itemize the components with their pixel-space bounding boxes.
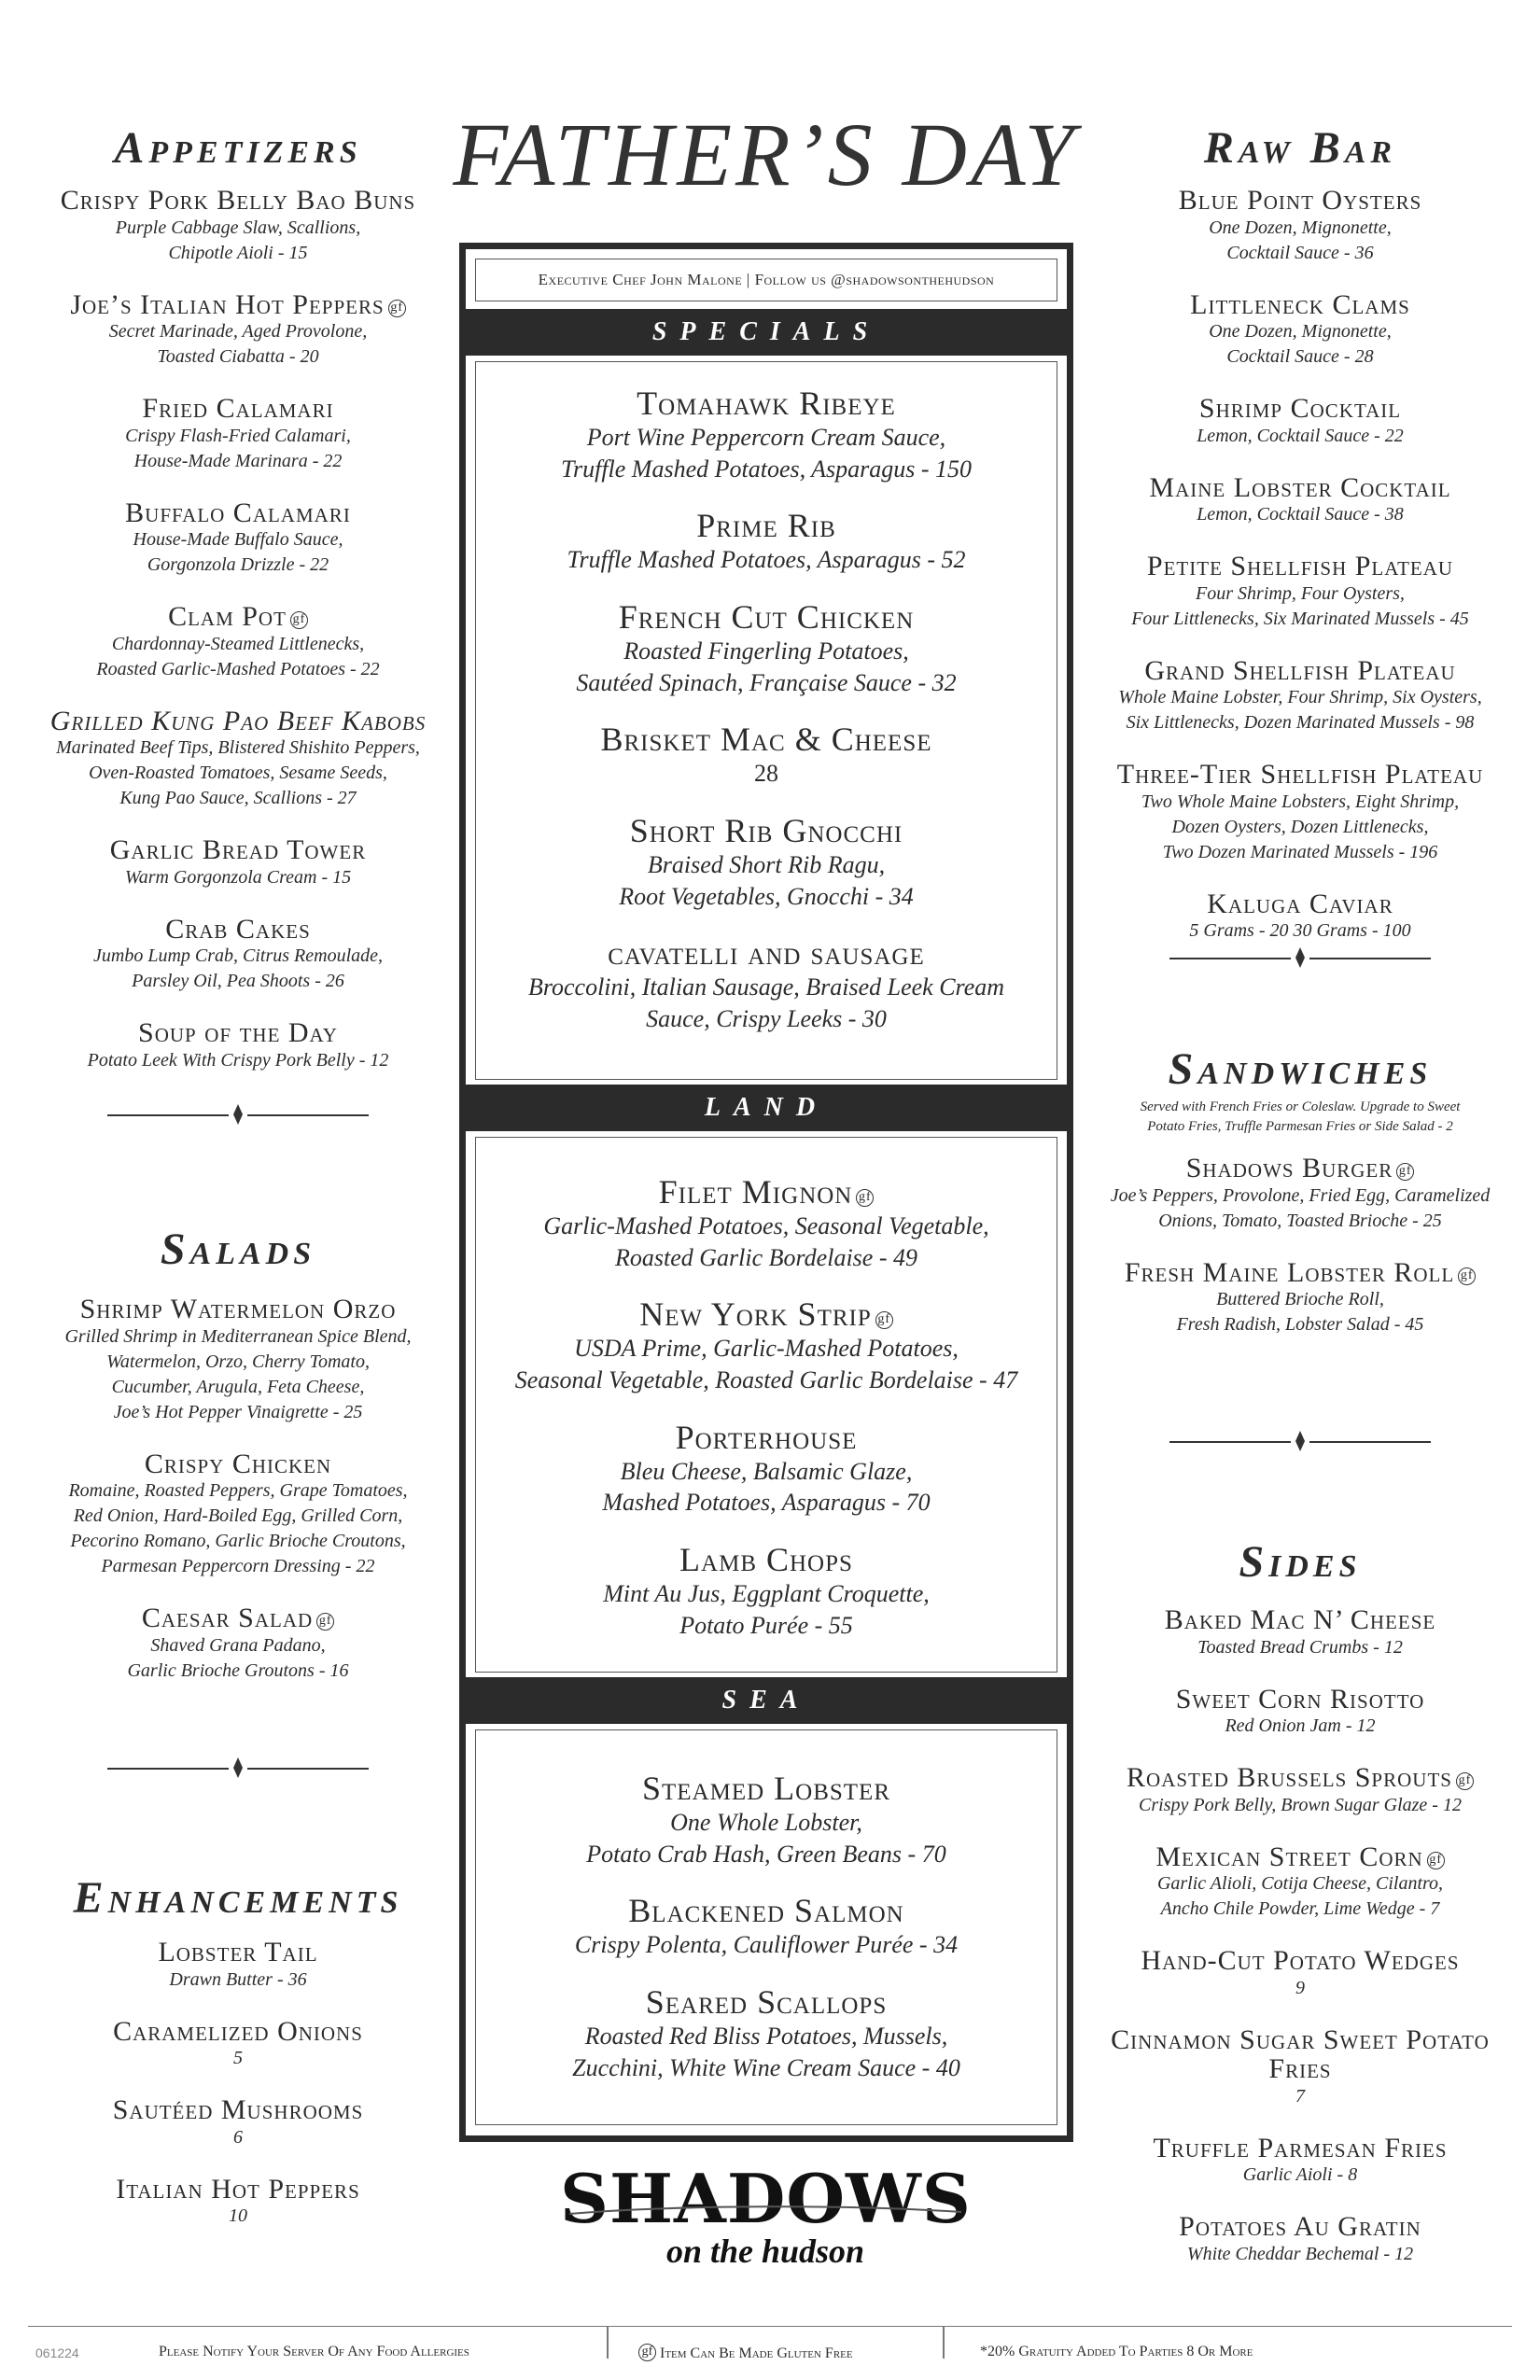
- swoosh-icon: [569, 2203, 961, 2219]
- raw-bar-list: [1090, 186, 1510, 944]
- menu-item-description: Roasted Red Bliss Potatoes, Mussels,: [584, 2022, 948, 2050]
- sea-panel: [475, 1729, 1057, 2125]
- raw-bar-section: [1090, 123, 1510, 968]
- logo-main-text: SHADOWS: [560, 2159, 972, 2238]
- menu-item-description: Ancho Chile Powder, Lime Wedge - 7: [1160, 1898, 1440, 1919]
- menu-item-name-text: Shadows Burger: [1185, 1153, 1393, 1183]
- shadows-logo: [560, 2159, 972, 2270]
- menu-item: [1090, 1763, 1510, 1818]
- menu-item: [1090, 1842, 1510, 1923]
- menu-item: [28, 602, 448, 682]
- menu-item-description: Broccolini, Italian Sausage, Braised Leek Cream: [527, 973, 1005, 1001]
- menu-item-description: Toasted Bread Crumbs - 12: [1197, 1636, 1403, 1658]
- menu-item-name: [476, 1418, 1057, 1456]
- right-divider-1: [1169, 945, 1431, 973]
- enhancements-section: [28, 1873, 448, 2253]
- menu-item: [1090, 473, 1510, 528]
- menu-item-description: Crispy Flash-Fried Calamari,: [125, 425, 351, 446]
- menu-item-name: [28, 2175, 448, 2205]
- menu-item-name-text: Prime Rib: [696, 507, 836, 545]
- menu-item-name: [1090, 186, 1510, 216]
- menu-item-name: [1090, 889, 1510, 919]
- menu-item-description: Roasted Garlic-Mashed Potatoes - 22: [96, 658, 380, 679]
- menu-item-description: Six Littlenecks, Dozen Marinated Mussels - 98: [1126, 712, 1475, 733]
- allergy-notice: Please Notify Your Server Of Any Food Allergies: [159, 2344, 469, 2359]
- menu-item: [476, 811, 1057, 912]
- left-divider-1: [107, 1101, 369, 1129]
- menu-item-description: Romaine, Roasted Peppers, Grape Tomatoes,: [68, 1480, 408, 1501]
- menu-item: [1090, 2134, 1510, 2189]
- menu-item: [28, 835, 448, 890]
- menu-item-name: [1090, 1763, 1510, 1793]
- menu-item-name: [1090, 2025, 1510, 2084]
- sandwiches-note-line: Served with French Fries or Coleslaw. Upgrade to Sweet: [1140, 1099, 1461, 1114]
- right-divider-2: [1169, 1428, 1431, 1456]
- menu-item-name: [28, 1938, 448, 1967]
- menu-item-name: [1090, 2134, 1510, 2163]
- enhancements-list: [28, 1938, 448, 2229]
- menu-item-name: [1090, 1258, 1510, 1288]
- gluten-free-icon: gf: [388, 300, 406, 317]
- menu-item: [28, 1295, 448, 1425]
- menu-item-name: [28, 1449, 448, 1479]
- menu-item-name: [28, 915, 448, 945]
- menu-item-name-text: Garlic Bread Tower: [109, 834, 367, 865]
- menu-item: [28, 394, 448, 474]
- menu-item-name: [28, 394, 448, 424]
- menu-item-description: Gorgonzola Drizzle - 22: [147, 554, 329, 575]
- menu-item-description: 7: [1295, 2085, 1305, 2107]
- left-column: [28, 123, 448, 1098]
- menu-item-description: Four Shrimp, Four Oysters,: [1196, 582, 1405, 604]
- menu-item-name: [1090, 760, 1510, 790]
- sandwiches-list: [1090, 1154, 1510, 1337]
- menu-item-description: Red Onion, Hard-Boiled Egg, Grilled Corn,: [73, 1505, 403, 1526]
- menu-item-description: Bleu Cheese, Balsamic Glaze,: [620, 1457, 913, 1485]
- menu-item-name: [476, 509, 1057, 544]
- menu-item: [28, 1449, 448, 1580]
- menu-item: [476, 1894, 1057, 1961]
- menu-item-description: White Cheddar Bechemal - 12: [1186, 2243, 1414, 2264]
- chef-line: Executive Chef John Malone | Follow us @shadowsonthehudson: [475, 259, 1057, 301]
- appetizers-heading: Appetizers: [114, 123, 362, 173]
- menu-item-name-text: Shrimp Watermelon Orzo: [79, 1294, 397, 1324]
- menu-item-name-text: Italian Hot Peppers: [116, 2173, 360, 2205]
- menu-item-description: Pecorino Romano, Garlic Brioche Croutons,: [70, 1531, 406, 1551]
- menu-item: [28, 1938, 448, 1993]
- land-band: LAND: [466, 1085, 1067, 1131]
- menu-item-name: [28, 1018, 448, 1048]
- menu-item-description: 28: [754, 760, 778, 788]
- menu-item-description: Whole Maine Lobster, Four Shrimp, Six Oysters,: [1118, 687, 1482, 707]
- menu-item-description: Potato Purée - 55: [679, 1611, 853, 1639]
- gluten-free-icon: gf: [1396, 1163, 1414, 1181]
- menu-item: [1090, 1605, 1510, 1660]
- menu-item-name: [28, 1603, 448, 1633]
- gluten-free-notice: [635, 2344, 853, 2362]
- menu-item-name-text: Roasted Brussels Sprouts: [1127, 1762, 1452, 1793]
- menu-item: [28, 915, 448, 995]
- menu-item-description: Roasted Fingerling Potatoes,: [623, 637, 909, 665]
- sea-band: SEA: [466, 1677, 1067, 1724]
- menu-item: [28, 707, 448, 812]
- sides-heading: Sides: [1239, 1537, 1362, 1587]
- menu-item: [476, 722, 1057, 790]
- menu-item-description: Drawn Butter - 36: [169, 1968, 307, 1990]
- sides-section: [1090, 1537, 1510, 2291]
- menu-item-description: Sautéed Spinach, Française Sauce - 32: [576, 668, 957, 696]
- menu-item-description: Cocktail Sauce - 36: [1226, 242, 1374, 263]
- specials-panel: [475, 361, 1057, 1080]
- menu-item-description: Truffle Mashed Potatoes, Asparagus - 52: [567, 546, 966, 574]
- menu-item-description: Joe’s Peppers, Provolone, Fried Egg, Caramelized: [1110, 1184, 1491, 1206]
- center-board: [459, 243, 1073, 2142]
- menu-item-name: [476, 1982, 1057, 2021]
- menu-item-description: Joe’s Hot Pepper Vinaigrette - 25: [113, 1401, 363, 1422]
- menu-item-name: [476, 597, 1057, 636]
- menu-item-name: [1090, 656, 1510, 686]
- menu-item: [476, 1543, 1057, 1641]
- menu-item-name-text: Truffle Parmesan Fries: [1153, 2132, 1448, 2163]
- gluten-free-text: Item Can Be Made Gluten Free: [660, 2345, 853, 2361]
- menu-item: [476, 597, 1057, 698]
- menu-item-description: Dozen Oysters, Dozen Littlenecks,: [1171, 816, 1429, 837]
- footer: [28, 2326, 1512, 2364]
- menu-item-name-text: Crispy Pork Belly Bao Buns: [60, 185, 416, 216]
- menu-item-description: One Whole Lobster,: [670, 1808, 862, 1836]
- menu-item: [476, 1771, 1057, 1869]
- menu-item: [476, 936, 1057, 1034]
- menu-item-description: Parsley Oil, Pea Shoots - 26: [132, 971, 344, 991]
- land-panel: [475, 1137, 1057, 1673]
- gluten-free-icon: gf: [290, 611, 308, 629]
- menu-item: [28, 1018, 448, 1073]
- menu-item-description: Lemon, Cocktail Sauce - 22: [1197, 425, 1404, 446]
- menu-item-name: [476, 936, 1057, 972]
- gluten-free-icon: gf: [638, 2344, 656, 2361]
- menu-item-name: [476, 1297, 1057, 1333]
- menu-item-name: [476, 1894, 1057, 1929]
- menu-item: [1090, 656, 1510, 736]
- menu-item: [28, 2095, 448, 2150]
- menu-item-name-text: Sweet Corn Risotto: [1175, 1683, 1425, 1715]
- menu-item-description: Sauce, Crispy Leeks - 30: [646, 1004, 887, 1032]
- menu-item-name: [1090, 473, 1510, 503]
- sea-list: [476, 1771, 1057, 2083]
- menu-item-name: [1090, 2212, 1510, 2242]
- menu-item-description: Secret Marinade, Aged Provolone,: [108, 321, 368, 342]
- menu-item-name-text: New York Strip: [639, 1295, 872, 1334]
- page-title: FATHER’S DAY: [453, 105, 1078, 204]
- menu-item-description: Cucumber, Arugula, Feta Cheese,: [111, 1376, 365, 1397]
- menu-item-description: Potato Leek With Crispy Pork Belly - 12: [87, 1049, 389, 1071]
- menu-item-name: [28, 835, 448, 865]
- menu-code: 061224: [35, 2345, 79, 2360]
- menu-item-name-text: Crab Cakes: [165, 913, 311, 945]
- appetizers-list: [28, 186, 448, 1073]
- menu-item-description: Purple Cabbage Slaw, Scallions,: [115, 217, 361, 238]
- menu-item-name-text: Buffalo Calamari: [125, 497, 351, 528]
- menu-item: [1090, 2025, 1510, 2109]
- menu-item-description: Garlic-Mashed Potatoes, Seasonal Vegetable,: [543, 1211, 989, 1239]
- menu-item: [1090, 186, 1510, 266]
- sandwiches-note: [1090, 1098, 1510, 1137]
- menu-item-description: Four Littlenecks, Six Marinated Mussels - 45: [1131, 608, 1469, 629]
- menu-item-name: [1090, 1946, 1510, 1976]
- menu-item: [476, 1175, 1057, 1273]
- sandwiches-section: [1090, 1044, 1510, 1362]
- menu-item-description: Potato Crab Hash, Green Beans - 70: [586, 1840, 946, 1868]
- menu-item: [28, 2017, 448, 2072]
- menu-item-description: Marinated Beef Tips, Blistered Shishito Peppers,: [56, 737, 420, 758]
- gluten-free-icon: gf: [316, 1613, 334, 1631]
- menu-item-description: Two Dozen Marinated Mussels - 196: [1162, 841, 1438, 862]
- menu-item: [1090, 394, 1510, 449]
- land-list: [476, 1175, 1057, 1642]
- menu-item-name-text: Caesar Salad: [141, 1603, 314, 1633]
- menu-item-name: [28, 2017, 448, 2047]
- menu-item-description: Chipotle Aioli - 15: [168, 242, 308, 263]
- menu-item-description: Mashed Potatoes, Asparagus - 70: [602, 1489, 931, 1517]
- menu-item: [476, 1418, 1057, 1519]
- menu-item-name: [28, 290, 448, 320]
- menu-item-description: 9: [1295, 1977, 1305, 1998]
- menu-item-description: Crispy Pork Belly, Brown Sugar Glaze - 12: [1139, 1794, 1462, 1815]
- specials-band: SPECIALS: [466, 309, 1067, 356]
- menu-item-name-text: Maine Lobster Cocktail: [1149, 471, 1451, 503]
- menu-item-name: [476, 1175, 1057, 1211]
- menu-item-name-text: Joe’s Italian Hot Peppers: [70, 288, 385, 320]
- menu-item-description: Zucchini, White Wine Cream Sauce - 40: [572, 2053, 960, 2081]
- menu-item: [1090, 760, 1510, 865]
- menu-item-name-text: Short Rib Gnocchi: [629, 811, 903, 849]
- sides-list: [1090, 1605, 1510, 2267]
- gluten-free-icon: gf: [875, 1311, 893, 1329]
- menu-item-description: 6: [233, 2126, 243, 2148]
- salads-heading: Salads: [160, 1225, 316, 1274]
- menu-item-description: 10: [229, 2205, 247, 2226]
- menu-item-description: Warm Gorgonzola Cream - 15: [124, 866, 352, 888]
- menu-item-name-text: Grilled Kung Pao Beef Kabobs: [49, 705, 427, 736]
- menu-item-name-text: Grand Shellfish Plateau: [1144, 654, 1456, 686]
- menu-item-name: [1090, 1685, 1510, 1715]
- menu-item-name-text: Three-Tier Shellfish Plateau: [1116, 759, 1484, 790]
- menu-item-description: USDA Prime, Garlic-Mashed Potatoes,: [574, 1335, 959, 1363]
- menu-item-name-text: Brisket Mac & Cheese: [600, 721, 932, 759]
- menu-item-description: Root Vegetables, Gnocchi - 34: [619, 882, 914, 910]
- enhancements-heading: Enhancements: [73, 1873, 403, 1923]
- menu-item-description: Onions, Tomato, Toasted Brioche - 25: [1158, 1210, 1442, 1231]
- menu-item-name-text: Cinnamon Sugar Sweet Potato Fries: [1111, 2023, 1490, 2084]
- gluten-free-icon: gf: [856, 1189, 874, 1207]
- menu-item-description: Garlic Aioli - 8: [1242, 2164, 1358, 2185]
- menu-item-name-text: Porterhouse: [675, 1418, 858, 1456]
- menu-item-description: Red Onion Jam - 12: [1225, 1715, 1376, 1736]
- menu-item-name: [28, 498, 448, 528]
- menu-item-name-text: Lamb Chops: [679, 1541, 853, 1579]
- menu-item-name-text: Petite Shellfish Plateau: [1146, 551, 1454, 581]
- menu-item-description: Port Wine Peppercorn Cream Sauce,: [586, 423, 946, 451]
- gratuity-notice: *20% Gratuity Added To Parties 8 Or More: [980, 2344, 1253, 2359]
- menu-item-description: Shaved Grana Padano,: [150, 1634, 326, 1656]
- menu-item-description: Garlic Alioli, Cotija Cheese, Cilantro,: [1156, 1873, 1444, 1894]
- menu-item-name-text: Clam Pot: [168, 601, 287, 632]
- menu-item-name-text: Potatoes Au Gratin: [1179, 2211, 1421, 2242]
- menu-item: [476, 1297, 1057, 1395]
- menu-item: [1090, 1685, 1510, 1740]
- menu-item-name: [28, 707, 448, 736]
- menu-item-name-text: Fresh Maine Lobster Roll: [1124, 1256, 1455, 1288]
- menu-item-name-text: Steamed Lobster: [641, 1770, 890, 1807]
- menu-item-name: [476, 1771, 1057, 1807]
- menu-item-name: [28, 1295, 448, 1324]
- menu-item: [1090, 552, 1510, 632]
- sandwiches-note-line: Potato Fries, Truffle Parmesan Fries or Side Salad - 2: [1147, 1119, 1453, 1134]
- menu-item: [28, 1603, 448, 1684]
- menu-item: [1090, 1154, 1510, 1234]
- menu-item-name-text: Blue Point Oysters: [1178, 185, 1422, 216]
- menu-item-description: House-Made Marinara - 22: [133, 450, 343, 471]
- menu-item: [1090, 889, 1510, 945]
- menu-item-description: Garlic Brioche Groutons - 16: [127, 1659, 349, 1681]
- menu-item-description: 5 Grams - 20 30 Grams - 100: [1189, 920, 1411, 941]
- menu-item-name: [1090, 552, 1510, 581]
- menu-item-description: Chardonnay-Steamed Littlenecks,: [111, 633, 365, 654]
- menu-item-description: Cocktail Sauce - 28: [1226, 346, 1374, 367]
- menu-item-name-text: Tomahawk Ribeye: [637, 385, 896, 422]
- salads-section: [28, 1227, 448, 1708]
- menu-item-description: Seasonal Vegetable, Roasted Garlic Bordelaise - 47: [514, 1365, 1018, 1393]
- gluten-free-icon: gf: [1458, 1267, 1476, 1285]
- gluten-free-icon: gf: [1456, 1772, 1474, 1790]
- menu-item-name-text: Filet Mignon: [658, 1173, 853, 1211]
- menu-item-name: [28, 186, 448, 216]
- menu-item-name: [28, 2095, 448, 2125]
- menu-item: [28, 498, 448, 579]
- menu-item-name: [1090, 290, 1510, 320]
- menu-item-name-text: Fried Calamari: [142, 393, 334, 424]
- menu-item-name-text: Littleneck Clams: [1190, 288, 1410, 320]
- menu-item: [1090, 290, 1510, 371]
- salads-list: [28, 1295, 448, 1684]
- menu-item-name-text: French Cut Chicken: [618, 597, 915, 636]
- menu-item: [28, 186, 448, 266]
- logo-sub-text: on the hudson: [665, 2233, 865, 2270]
- menu-item-name-text: Mexican Street Corn: [1155, 1841, 1423, 1872]
- menu-item-description: One Dozen, Mignonette,: [1209, 217, 1392, 238]
- menu-item: [1090, 1258, 1510, 1338]
- menu-item: [1090, 2212, 1510, 2267]
- specials-list: [476, 386, 1057, 1035]
- menu-item-description: Two Whole Maine Lobsters, Eight Shrimp,: [1141, 791, 1460, 812]
- menu-item: [476, 1982, 1057, 2083]
- menu-item-name: [476, 386, 1057, 422]
- menu-item-description: Roasted Garlic Bordelaise - 49: [615, 1243, 917, 1271]
- menu-item-description: House-Made Buffalo Sauce,: [133, 529, 343, 550]
- menu-item-name: [1090, 1842, 1510, 1872]
- menu-item-name-text: Shrimp Cocktail: [1198, 393, 1402, 424]
- menu-item-description: Oven-Roasted Tomatoes, Sesame Seeds,: [89, 763, 387, 783]
- menu-item: [476, 509, 1057, 576]
- sandwiches-heading: Sandwiches: [1168, 1044, 1433, 1094]
- menu-item-name: [476, 811, 1057, 849]
- menu-item-description: One Dozen, Mignonette,: [1209, 321, 1392, 342]
- menu-item-description: Toasted Ciabatta - 20: [157, 346, 319, 367]
- menu-item: [28, 2175, 448, 2230]
- menu-item-name-text: Caramelized Onions: [113, 2015, 363, 2047]
- menu-item-description: Jumbo Lump Crab, Citrus Remoulade,: [93, 945, 383, 966]
- menu-item-description: Fresh Radish, Lobster Salad - 45: [1176, 1314, 1424, 1335]
- menu-item-description: Watermelon, Orzo, Cherry Tomato,: [106, 1351, 370, 1372]
- menu-item-description: Grilled Shrimp in Mediterranean Spice Blend,: [64, 1325, 412, 1347]
- menu-item: [28, 290, 448, 371]
- menu-item-name-text: Baked Mac N’ Cheese: [1164, 1604, 1436, 1635]
- gluten-free-icon: gf: [1427, 1852, 1445, 1869]
- menu-item-description: Parmesan Peppercorn Dressing - 22: [101, 1556, 375, 1576]
- menu-item-name: [28, 602, 448, 632]
- menu-item-description: Crispy Polenta, Cauliflower Purée - 34: [574, 1931, 959, 1959]
- menu-item-description: Lemon, Cocktail Sauce - 38: [1197, 504, 1404, 525]
- raw-bar-heading: Raw Bar: [1203, 123, 1397, 173]
- menu-item-name: [1090, 394, 1510, 424]
- menu-item-name: [1090, 1154, 1510, 1183]
- menu-item-name-text: Hand-Cut Potato Wedges: [1141, 1945, 1460, 1976]
- menu-item-name-text: Sautéed Mushrooms: [112, 2094, 364, 2125]
- menu-item: [1090, 1946, 1510, 2001]
- menu-item-description: Truffle Mashed Potatoes, Asparagus - 150: [560, 455, 973, 483]
- menu-item-description: Kung Pao Sauce, Scallions - 27: [119, 788, 357, 808]
- menu-item-description: Mint Au Jus, Eggplant Croquette,: [603, 1579, 930, 1607]
- menu-item-description: Braised Short Rib Ragu,: [647, 850, 886, 878]
- menu-item-name: [1090, 1605, 1510, 1635]
- menu-item-name-text: Lobster Tail: [158, 1937, 318, 1967]
- left-divider-2: [107, 1755, 369, 1783]
- menu-item-name-text: Crispy Chicken: [144, 1448, 332, 1479]
- menu-item-name: [476, 722, 1057, 758]
- menu-item-name-text: Soup of the Day: [138, 1017, 338, 1048]
- menu-item-description: 5: [233, 2048, 243, 2068]
- menu-item-name-text: cavatelli and sausage: [608, 934, 925, 973]
- menu-item-name-text: Seared Scallops: [645, 1982, 888, 2021]
- menu-item-name-text: Kaluga Caviar: [1207, 888, 1393, 919]
- menu-item-name-text: Blackened Salmon: [628, 1892, 904, 1930]
- menu-item-name: [476, 1543, 1057, 1578]
- menu-item-description: Buttered Brioche Roll,: [1216, 1289, 1384, 1309]
- menu-item: [476, 386, 1057, 484]
